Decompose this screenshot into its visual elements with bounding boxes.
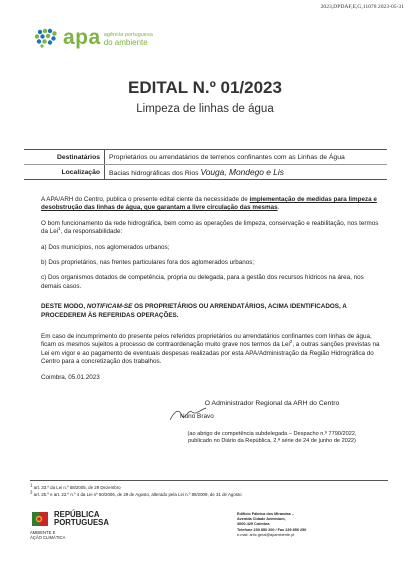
document-title: EDITAL N.º 01/2023 (128, 78, 282, 97)
footnote-2-text: art. 25.º e art. 22.º n.º 4 da Lei nº 50/2006, de 29 de Agosto, alterado pela Lei n.º 89/2009, de 31 de Agosto (32, 492, 242, 497)
gov-line1: REPÚBLICA (54, 510, 100, 519)
signatory-name: Nuno Bravo (180, 413, 214, 420)
contact-line3: 3000-429 Coimbra (237, 522, 270, 527)
ministry-name (30, 530, 109, 540)
list-item-c: c) Dos organismos dotados de competência, própria ou delegada, para a gestão dos recursos hídricos na área, nos demais casos. (41, 274, 364, 290)
document-reference-stamp: 2023,DPDAF,E,G,11078 2023-05-31 (320, 4, 404, 10)
paragraph-notification (41, 303, 384, 320)
document-body (41, 196, 384, 382)
contact-email[interactable]: e-mail: arhc.geral@apambiente.pt (237, 532, 295, 537)
logo-tagline-line2: do ambiente (103, 38, 148, 47)
paragraph-intro (41, 196, 384, 213)
document-subtitle: Limpeza de linhas de água (136, 103, 274, 115)
gov-line2: PORTUGUESA (54, 518, 110, 527)
gov-wordmark (54, 511, 109, 527)
location-rivers: Vouga, Mondego e Lis (200, 167, 284, 177)
footnote-ref-2: 2 (289, 339, 293, 345)
paragraph-responsibility-text: O bom funcionamento da rede hidrográfica, bem como as operações de limpeza, conservação e reabilitação, nos termos da Lei (41, 219, 379, 236)
signature-note-line2: publicado no Diário da República, 2.ª série de 24 de junho de 2022) (188, 438, 356, 445)
document-date: Coimbra, 05.01.2023 (41, 373, 100, 381)
government-footer (30, 510, 109, 540)
footnote-1 (30, 484, 388, 491)
ministry-line2: AÇÃO CLIMÁTICA (30, 535, 66, 540)
logo-tagline (104, 32, 153, 46)
footnotes (30, 480, 388, 498)
recipients-row (24, 150, 387, 164)
paragraph-sanctions-text: Em caso de incumprimento do presente pelos referidos proprietários ou arrendatários confinantes com linhas de água, ficam os mesmos sujeitos a processo de contraordenação muito grave nos termos da Lei (41, 333, 372, 349)
signature-role: O Administrador Regional da ARH do Centro (204, 400, 340, 407)
location-prefix: Bacias hidrográficas dos Rios (109, 170, 201, 177)
paragraph-intro-emphasis: implementação de medidas para limpeza e desobstrução das linhas de água, que garantam a livre circulação das mesmas (41, 196, 377, 212)
signature-note (174, 431, 370, 445)
contact-line2: Avenida Cidade Aeminium, (237, 517, 286, 522)
list-item-a: a) Dos municípios, nos aglomerados urbanos; (41, 243, 170, 251)
paragraph-responsibility-end: , da responsabilidade: (60, 228, 123, 236)
list-item-b: b) Dos proprietários, nas frentes particulares fora dos aglomerados urbanos; (41, 259, 255, 267)
portugal-flag-icon (30, 510, 50, 528)
apa-emblem-icon (34, 28, 60, 48)
contact-line4: Telefone 239 850 200 / Fax 239 850 250 (237, 527, 307, 532)
paragraph-sanctions (41, 333, 384, 367)
recipients-label: Destinatários (24, 150, 105, 164)
apa-logo (34, 26, 153, 50)
logo-word: apa (63, 26, 101, 49)
footnote-2 (30, 491, 388, 498)
notification-prefix: DESTE MODO, (41, 303, 87, 311)
signature-note-line1: (ao abrigo de competência subdelegada – Despacho n.º 7790/2022, (187, 431, 357, 437)
republica-portuguesa-logo (30, 510, 109, 528)
location-row (24, 164, 387, 179)
paragraph-intro-end: . (277, 204, 280, 212)
location-label: Localização (24, 165, 105, 179)
notification-text: OS PROPRIETÁRIOS OU ARRENDATÁRIOS, ACIMA IDENTIFICADOS, A PROCEDEREM ÀS REFERIDAS OPERAÇÕES. (41, 303, 347, 319)
paragraph-sanctions-end: , a outras sanções previstas na Lei em vigor e ao pagamento de eventuais despesas realizadas por esta APA/Administração da Região Hidrográfica do Centro para a concretização dos trabalhos. (41, 341, 380, 366)
footnote-ref-1: 1 (58, 226, 61, 232)
metadata-table (24, 149, 387, 180)
paragraph-responsibility (41, 220, 384, 237)
logo-tagline-line1: agência portuguesa (103, 32, 153, 38)
footnote-1-number: 1 (30, 482, 33, 488)
contact-block (237, 512, 306, 538)
footnote-2-number: 2 (30, 489, 33, 495)
footnote-1-text: art. 33.º da Lei n.º 58/2005, de 29 Dezembro (32, 485, 121, 490)
ministry-line1: AMBIENTE E (30, 530, 56, 535)
recipients-value: Proprietários ou arrendatários de terrenos confinantes com as Linhas de Água (109, 153, 345, 161)
paragraph-intro-text: A APA/ARH do Centro, publica o presente edital ciente da necessidade de (41, 196, 250, 203)
notification-verb: NOTIFICAM-SE (86, 303, 133, 311)
location-value (105, 167, 284, 177)
contact-line1: Edifício Fábrica dos Mirandas – (237, 512, 294, 516)
